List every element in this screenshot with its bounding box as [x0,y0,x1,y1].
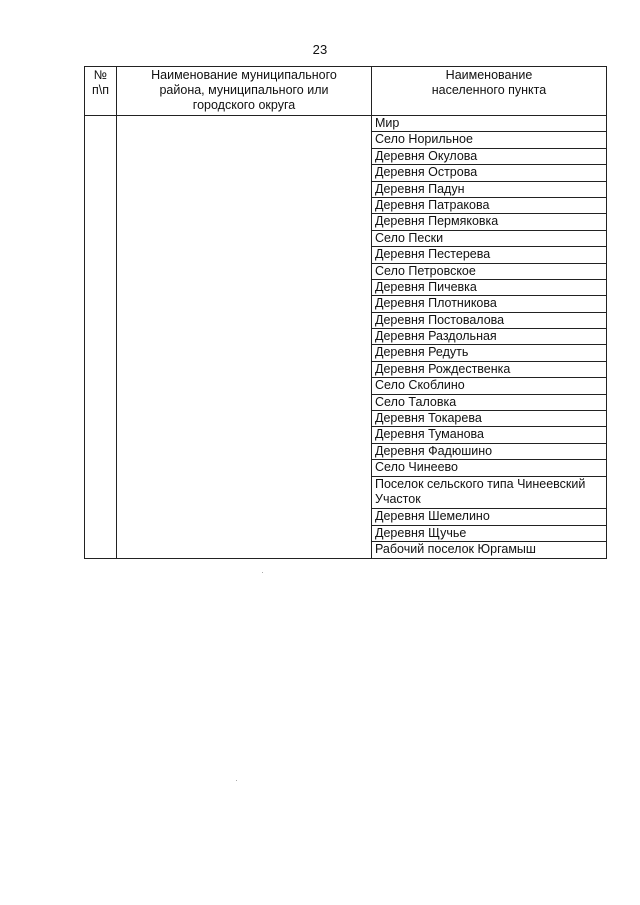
settlement-name: Село Скоблино [372,378,607,394]
settlement-name: Деревня Окулова [372,148,607,164]
settlement-name: Деревня Патракова [372,197,607,213]
settlement-name: Деревня Редуть [372,345,607,361]
settlement-name: Деревня Щучье [372,525,607,541]
table-body [85,116,607,559]
settlement-name: Деревня Рождественка [372,361,607,377]
settlements-table [84,66,607,559]
header-number: № п\п [85,67,117,116]
settlement-name: Деревня Постовалова [372,312,607,328]
settlement-name: Село Чинеево [372,460,607,476]
settlement-name: Деревня Падун [372,181,607,197]
settlement-name: Село Петровское [372,263,607,279]
settlement-name: Деревня Острова [372,165,607,181]
settlement-name: Деревня Фадюшино [372,443,607,459]
settlement-name: Деревня Пермяковка [372,214,607,230]
municipality-cell [117,116,372,559]
scan-speck [236,780,237,781]
number-cell [85,116,117,559]
settlement-name: Деревня Пичевка [372,279,607,295]
settlement-name: Деревня Туманова [372,427,607,443]
settlement-name: Деревня Токарева [372,411,607,427]
header-municipality: Наименование муниципального района, муниципального или городского округа [117,67,372,116]
settlement-name: Село Норильное [372,132,607,148]
settlement-name: Деревня Плотникова [372,296,607,312]
settlement-name: Мир [372,116,607,132]
settlement-name: Деревня Шемелино [372,509,607,525]
settlement-name: Село Таловка [372,394,607,410]
settlement-name: Деревня Пестерева [372,247,607,263]
settlement-name: Село Пески [372,230,607,246]
header-settlement: Наименование населенного пункта [372,67,607,116]
table-header-row [85,67,607,116]
settlement-name: Поселок сельского типа Чинеевский Участок [372,476,607,509]
settlement-name: Деревня Раздольная [372,329,607,345]
page-number: 23 [312,42,328,57]
settlement-name: Рабочий поселок Юргамыш [372,542,607,558]
scan-speck [262,572,263,573]
table-row [85,116,607,132]
